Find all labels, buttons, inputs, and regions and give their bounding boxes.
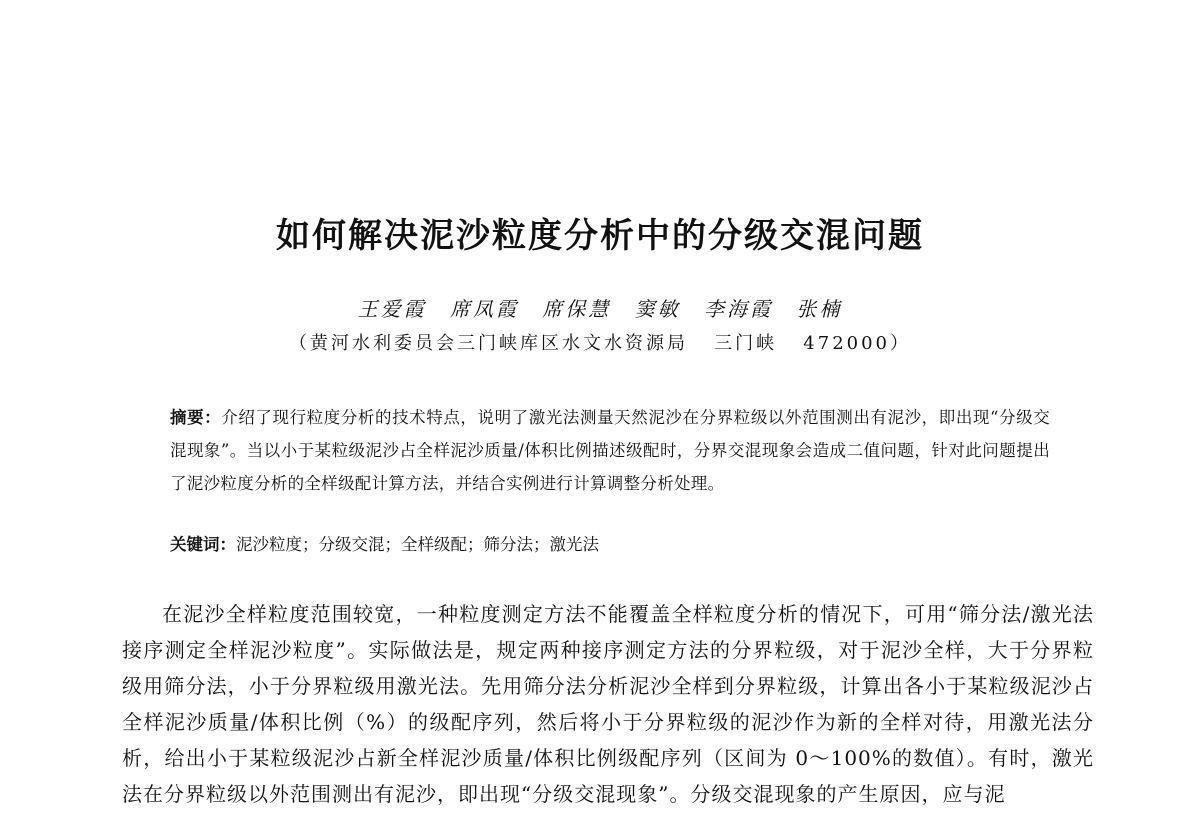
keywords (170, 531, 1050, 559)
body-paragraph: 在泥沙全样粒度范围较宽，一种粒度测定方法不能覆盖全样粒度分析的情况下，可用“筛分法/激光法接序测定全样泥沙粒度”。实际做法是，规定两种接序测定方法的分界粒级，对于泥沙全样，大于分界粒级用筛分法，小于分界粒级用激光法。先用筛分法分析泥沙全样到分界粒级，计算出各小于某粒级泥沙占全样泥沙质量/体积比例（%）的级配序列，然后将小于分界粒级的泥沙作为新的全样对待，用激光法分析，给出小于某粒级泥沙占新全样泥沙质量/体积比例级配序列（区间为 0～100%的数值）。有时，激光法在分界粒级以外范围测出有泥沙，即出现“分级交混现象”。分级交混现象的产生原因，应与泥 (122, 602, 1094, 806)
keywords-text: 泥沙粒度；分级交混；全样级配；筛分法；激光法 (236, 535, 599, 554)
abstract-label: 摘要： (170, 408, 222, 427)
author-affiliation: （黄河水利委员会三门峡库区水文水资源局 三门峡 472000） (288, 333, 912, 354)
abstract (170, 401, 1050, 500)
abstract-text: 介绍了现行粒度分析的技术特点，说明了激光法测量天然泥沙在分界粒级以外范围测出有泥沙，即出现“分级交混现象”。当以小于某粒级泥沙占全样泥沙质量/体积比例描述级配时，分界交混现象会造成二值问题，针对此问题提出了泥沙粒度分析的全样级配计算方法，并结合实例进行计算调整分析处理。 (170, 408, 1051, 493)
author-list: 王爱霞 席凤霞 席保慧 窦敏 李海霞 张楠 (357, 297, 843, 321)
paper-title: 如何解决泥沙粒度分析中的分级交混问题 (276, 216, 924, 256)
keywords-label: 关键词： (170, 535, 236, 554)
